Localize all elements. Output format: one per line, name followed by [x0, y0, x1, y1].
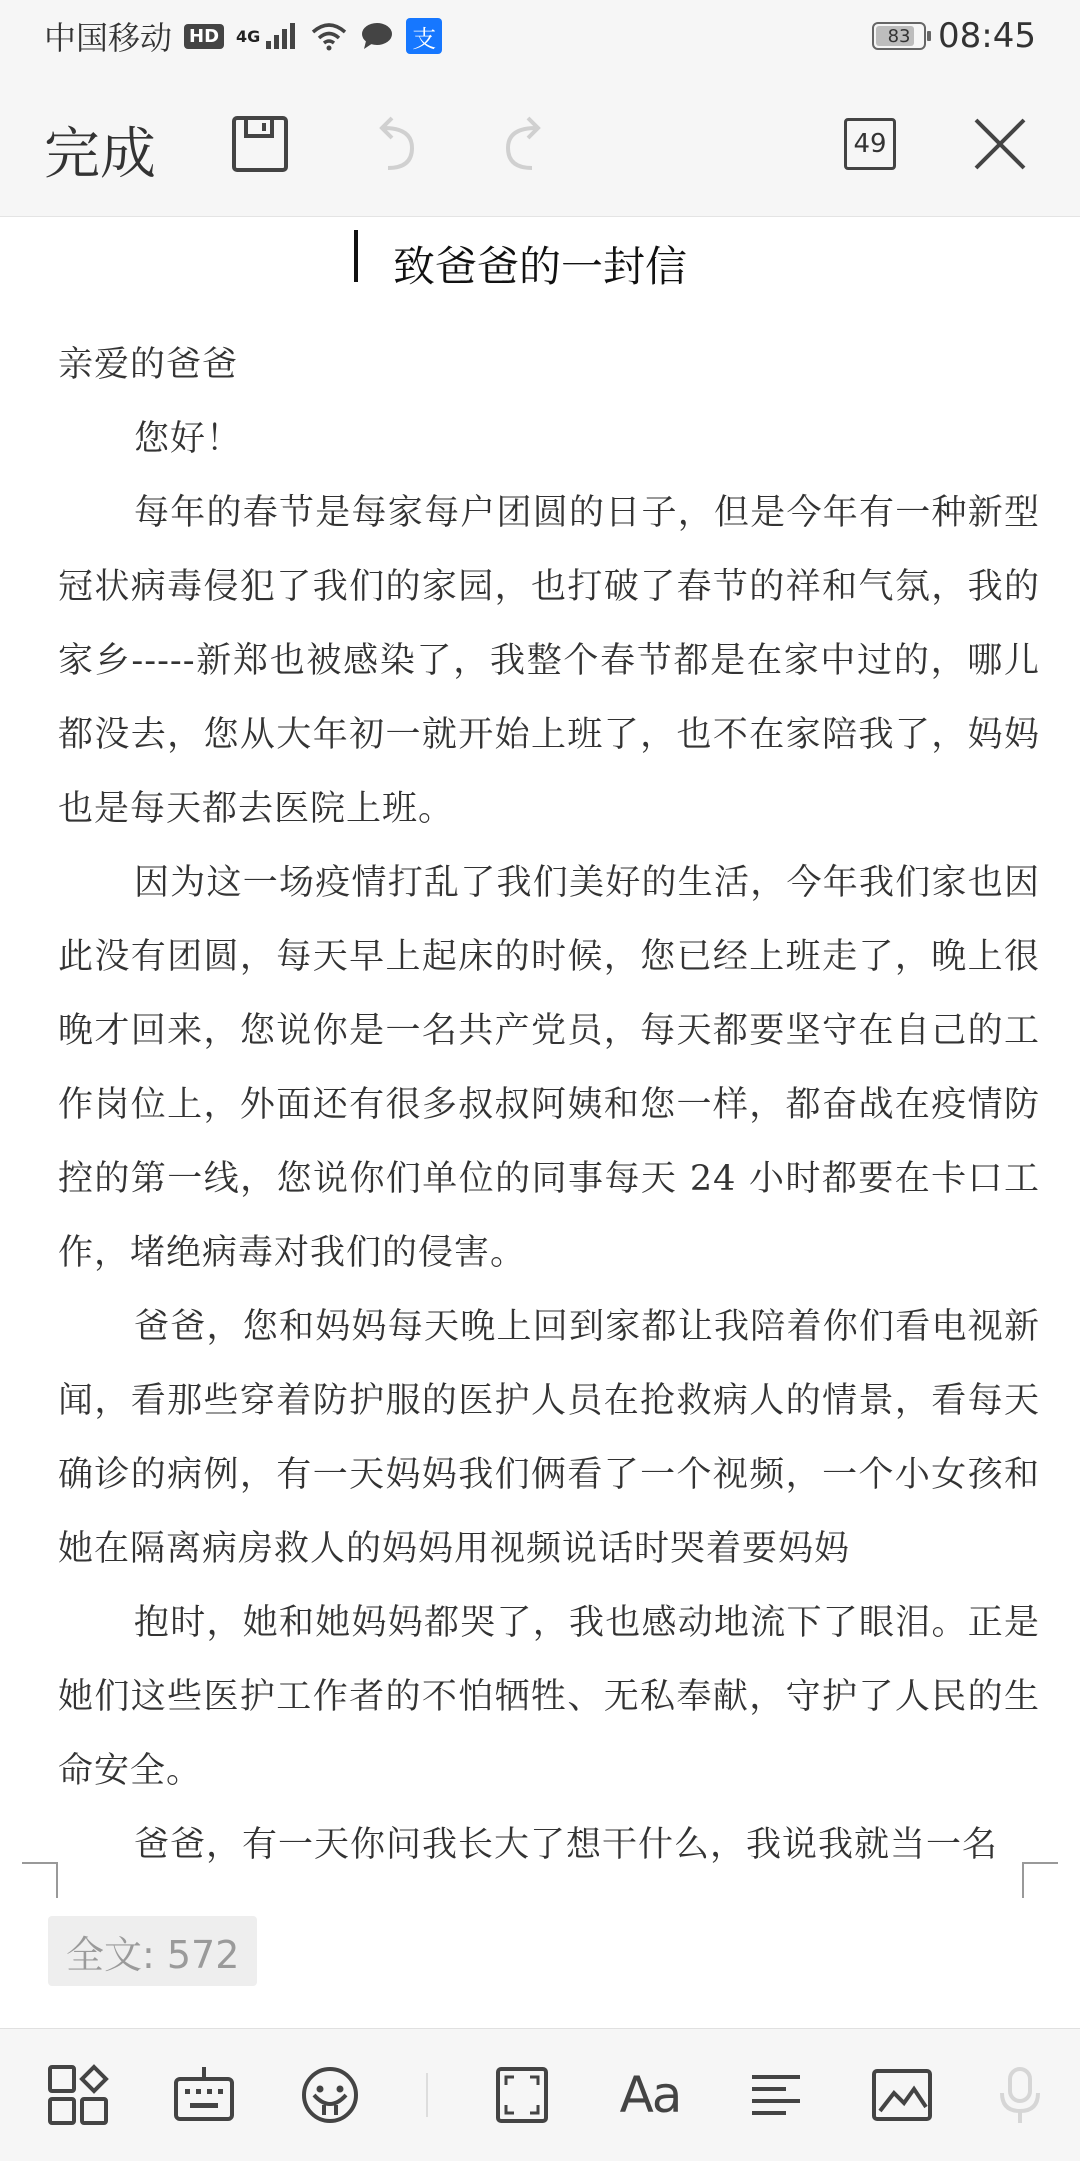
page-count: 49 [844, 118, 896, 170]
keyboard-icon[interactable] [168, 2059, 240, 2131]
page-corner-right [1022, 1862, 1058, 1898]
microphone-icon[interactable] [990, 2059, 1050, 2131]
paragraph[interactable]: 因为这一场疫情打乱了我们美好的生活，今年我们家也因此没有团圆，每天早上起床的时候，您已经上班走了，晚上很晚才回来，您说你是一名共产党员，每天都要坚守在自己的工作岗位上，外面还有很多叔叔阿姨和您一样，都奋战在疫情防控的第一线，您说你们单位的同事每天 24 小时都要在卡口工作，堵绝病毒对我们的侵害。 [58, 863, 1040, 1273]
redo-icon[interactable] [494, 112, 558, 176]
editor-toolbar [0, 72, 1080, 217]
undo-icon[interactable] [362, 112, 426, 176]
fullscreen-icon[interactable] [486, 2059, 558, 2131]
page-corner-left [22, 1862, 58, 1898]
emoji-icon[interactable] [294, 2059, 366, 2131]
message-icon [360, 21, 394, 51]
salutation[interactable]: 亲爱的爸爸 [58, 345, 239, 385]
status-left [44, 13, 442, 59]
document-body[interactable] [58, 328, 1040, 1882]
paragraph[interactable]: 爸爸，有一天你问我长大了想干什么，我说我就当一名 [134, 1825, 999, 1865]
status-right [872, 16, 1036, 56]
word-count-badge: 全文: 572 [48, 1916, 257, 1986]
paragraph[interactable]: 您好！ [134, 419, 243, 459]
paragraph[interactable]: 抱时，她和她妈妈都哭了，我也感动地流下了眼泪。正是她们这些医护工作者的不怕牺牲、无私奉献，守护了人民的生命安全。 [58, 1603, 1040, 1791]
status-bar [0, 0, 1080, 72]
done-button[interactable]: 完成 [44, 110, 156, 190]
document-title[interactable]: 致爸爸的一封信 [392, 242, 687, 291]
paragraph[interactable]: 每年的春节是每家每户团圆的日子，但是今年有一种新型冠状病毒侵犯了我们的家园，也打破了春节的祥和气氛，我的家乡-----新郑也被感染了，我整个春节都是在家中过的，哪儿都没去，您从大年初一就开始上班了，也不在家陪我了，妈妈也是每天都去医院上班。 [58, 493, 1040, 829]
carrier-name: 中国移动 [44, 19, 173, 57]
page-count-icon[interactable] [838, 112, 902, 176]
signal-icon [264, 21, 298, 51]
layout-icon[interactable] [42, 2059, 114, 2131]
align-icon[interactable] [740, 2059, 812, 2131]
font-icon[interactable]: Aa [619, 2066, 681, 2124]
battery-icon [872, 22, 926, 50]
battery-level: 83 [887, 25, 911, 47]
image-icon[interactable] [866, 2059, 938, 2131]
toolbar-separator [426, 2073, 428, 2117]
document-canvas[interactable] [0, 216, 1080, 1916]
save-icon[interactable] [228, 112, 292, 176]
clock: 08:45 [938, 16, 1036, 56]
paragraph[interactable]: 爸爸，您和妈妈每天晚上回到家都让我陪着你们看电视新闻，看那些穿着防护服的医护人员在抢救病人的情景，看每天确诊的病例，有一天妈妈我们俩看了一个视频，一个小女孩和她在隔离病房救人的妈妈用视频说话时哭着要妈妈 [58, 1307, 1040, 1569]
alipay-icon: 支 [406, 18, 442, 54]
network-type-label: 4G [236, 27, 261, 46]
close-icon[interactable] [968, 112, 1032, 176]
bottom-toolbar [0, 2028, 1080, 2161]
wifi-icon [310, 21, 348, 51]
hd-icon: HD [184, 24, 224, 49]
